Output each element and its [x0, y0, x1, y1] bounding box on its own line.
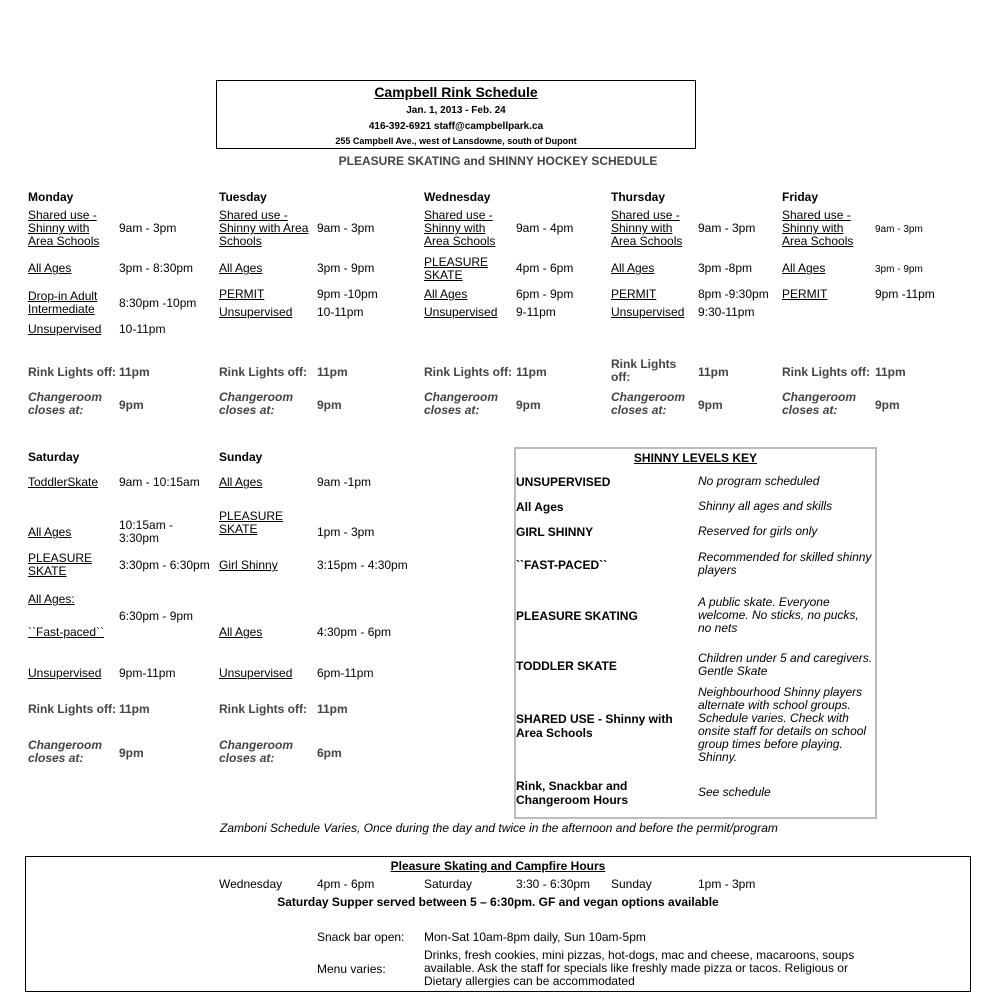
saturday-fast-time: 6:30pm - 9pm — [119, 609, 194, 623]
tuesday-unsupervised-time: 10-11pm — [317, 305, 364, 319]
saturday-pleasure-time: 3:30pm - 6:30pm — [119, 558, 210, 572]
day-heading-sunday: Sunday — [219, 450, 263, 464]
tuesday-lights-time: 11pm — [317, 365, 348, 379]
thursday-lights-label: Rink Lights off: — [611, 357, 677, 384]
friday-all-ages: All Ages — [782, 261, 826, 275]
sunday-lights-label: Rink Lights off: — [219, 702, 307, 716]
shinny-key-title: SHINNY LEVELS KEY — [633, 451, 758, 465]
hours-wednesday: Wednesday — [219, 877, 283, 891]
sunday-changeroom-label: Changeroom closes at: — [219, 738, 294, 765]
tuesday-changeroom-label: Changeroom closes at: — [219, 390, 294, 417]
friday-all-ages-time: 3pm - 9pm — [875, 264, 923, 275]
monday-dropin-time: 8:30pm -10pm — [119, 296, 197, 310]
saturday-toddler-time: 9am - 10:15am — [119, 475, 200, 489]
tuesday-all-ages: All Ages — [219, 261, 263, 275]
key-definition: Children under 5 and caregivers. Gentle Skate — [698, 651, 873, 678]
supper-note: Saturday Supper served between 5 – 6:30pm. GF and vegan options available — [277, 895, 719, 909]
schedule-dates: Jan. 1, 2013 - Feb. 24 — [406, 105, 506, 116]
key-term: ``FAST-PACED`` — [516, 558, 608, 572]
thursday-permit: PERMIT — [611, 287, 657, 301]
monday-dropin: Drop-in Adult Intermediate — [28, 289, 98, 316]
sunday-girl-shinny: Girl Shinny — [219, 558, 278, 572]
wednesday-pleasure-time: 4pm - 6pm — [516, 261, 574, 275]
snack-bar-hours: Mon-Sat 10am-8pm daily, Sun 10am-5pm — [424, 930, 646, 944]
key-term: GIRL SHINNY — [516, 525, 594, 539]
friday-changeroom-label: Changeroom closes at: — [782, 390, 857, 417]
thursday-unsupervised: Unsupervised — [611, 305, 685, 319]
tuesday-unsupervised: Unsupervised — [219, 305, 293, 319]
monday-changeroom-time: 9pm — [119, 398, 144, 412]
menu-label: Menu varies: — [317, 962, 386, 976]
tuesday-all-ages-time: 3pm - 9pm — [317, 261, 375, 275]
wednesday-all-ages-time: 6pm - 9pm — [516, 287, 574, 301]
friday-permit: PERMIT — [782, 287, 828, 301]
monday-unsupervised: Unsupervised — [28, 322, 102, 336]
thursday-changeroom-time: 9pm — [698, 398, 723, 412]
tuesday-permit-time: 9pm -10pm — [317, 287, 378, 301]
monday-all-ages-time: 3pm - 8:30pm — [119, 261, 194, 275]
sunday-all-ages-late-time: 4:30pm - 6pm — [317, 625, 392, 639]
contact-info: 416-392-6921 staff@campbellpark.ca — [368, 121, 544, 132]
friday-lights-label: Rink Lights off: — [782, 365, 870, 379]
wednesday-shared-time: 9am - 4pm — [516, 221, 574, 235]
hours-saturday: Saturday — [424, 877, 473, 891]
monday-all-ages: All Ages — [28, 261, 72, 275]
tuesday-lights-label: Rink Lights off: — [219, 365, 307, 379]
sunday-all-ages: All Ages — [219, 475, 263, 489]
hours-title: Pleasure Skating and Campfire Hours — [390, 859, 606, 873]
sunday-all-ages-time: 9am -1pm — [317, 475, 372, 489]
tuesday-shared-time: 9am - 3pm — [317, 221, 375, 235]
snack-bar-label: Snack bar open: — [317, 930, 405, 944]
day-heading-wednesday: Wednesday — [424, 190, 491, 204]
tuesday-changeroom-time: 9pm — [317, 398, 342, 412]
saturday-all-ages-time: 10:15am - 3:30pm — [119, 518, 174, 545]
address: 255 Campbell Ave., west of Lansdowne, south of Dupont — [335, 136, 577, 146]
thursday-permit-time: 8pm -9:30pm — [698, 287, 769, 301]
day-heading-thursday: Thursday — [611, 190, 666, 204]
key-term: All Ages — [516, 500, 564, 514]
monday-shared-time: 9am - 3pm — [119, 221, 177, 235]
saturday-lights-label: Rink Lights off: — [28, 702, 116, 716]
wednesday-pleasure-skate: PLEASURE SKATE — [424, 255, 489, 282]
thursday-changeroom-label: Changeroom closes at: — [611, 390, 686, 417]
key-term: PLEASURE SKATING — [516, 609, 638, 623]
key-definition: Recommended for skilled shinny players — [698, 550, 872, 577]
hours-saturday-time: 3:30 - 6:30pm — [516, 877, 591, 891]
schedule-subtitle: PLEASURE SKATING and SHINNY HOCKEY SCHEDULE — [338, 154, 658, 168]
key-definition: Shinny all ages and skills — [698, 499, 833, 513]
hours-sunday-time: 1pm - 3pm — [698, 877, 756, 891]
friday-permit-time: 9pm -11pm — [875, 287, 935, 301]
thursday-all-ages: All Ages — [611, 261, 655, 275]
monday-shared-use: Shared use - Shinny with Area Schools — [28, 208, 100, 248]
key-term: Rink, Snackbar and Changeroom Hours — [516, 779, 629, 807]
sunday-pleasure-skate: PLEASURE SKATE — [219, 509, 284, 536]
key-term: TODDLER SKATE — [516, 659, 617, 673]
thursday-shared-use: Shared use - Shinny with Area Schools — [611, 208, 683, 248]
sunday-lights-time: 11pm — [317, 702, 348, 716]
key-definition: No program scheduled — [698, 474, 820, 488]
wednesday-lights-label: Rink Lights off: — [424, 365, 512, 379]
key-definition: See schedule — [698, 785, 771, 799]
wednesday-changeroom-time: 9pm — [516, 398, 541, 412]
saturday-all-ages: All Ages — [28, 525, 72, 539]
sunday-girl-time: 3:15pm - 4:30pm — [317, 558, 408, 572]
saturday-unsupervised: Unsupervised — [28, 666, 102, 680]
hours-sunday: Sunday — [611, 877, 652, 891]
saturday-changeroom-label: Changeroom closes at: — [28, 738, 103, 765]
wednesday-all-ages: All Ages — [424, 287, 468, 301]
key-definition: Neighbourhood Shinny players alternate with school groups. Schedule varies. Check with onsite staff for details on school group times before playing. Shinny. — [698, 685, 867, 764]
thursday-all-ages-time: 3pm -8pm — [698, 261, 753, 275]
saturday-unsupervised-time: 9pm-11pm — [119, 666, 176, 680]
wednesday-unsupervised-time: 9-11pm — [516, 305, 556, 319]
saturday-toddler-skate: ToddlerSkate — [28, 475, 99, 489]
tuesday-permit: PERMIT — [219, 287, 265, 301]
friday-changeroom-time: 9pm — [875, 398, 900, 412]
monday-lights-label: Rink Lights off: — [28, 365, 116, 379]
day-heading-monday: Monday — [28, 190, 74, 204]
sunday-all-ages-late: All Ages — [219, 625, 263, 639]
sunday-unsupervised: Unsupervised — [219, 666, 293, 680]
page-title: Campbell Rink Schedule — [374, 84, 538, 100]
key-definition: Reserved for girls only — [698, 524, 818, 538]
day-heading-friday: Friday — [782, 190, 819, 204]
friday-shared-use: Shared use - Shinny with Area Schools — [782, 208, 854, 248]
key-definition: A public skate. Everyone welcome. No sticks, no pucks, no nets — [698, 595, 859, 635]
sunday-changeroom-time: 6pm — [317, 746, 342, 760]
monday-unsupervised-time: 10-11pm — [119, 322, 166, 336]
zamboni-note: Zamboni Schedule Varies, Once during the day and twice in the afternoon and before the permit/program — [220, 821, 778, 835]
day-heading-saturday: Saturday — [28, 450, 80, 464]
tuesday-shared-use: Shared use - Shinny with Area Schools — [219, 208, 309, 248]
wednesday-shared-use: Shared use - Shinny with Area Schools — [424, 208, 496, 248]
key-term: SHARED USE - Shinny with Area Schools — [516, 712, 673, 740]
hours-wednesday-time: 4pm - 6pm — [317, 877, 375, 891]
saturday-all-ages-fast: All Ages: — [28, 592, 75, 606]
friday-shared-time: 9am - 3pm — [875, 224, 923, 235]
thursday-shared-time: 9am - 3pm — [698, 221, 756, 235]
key-term: UNSUPERVISED — [516, 475, 611, 489]
thursday-unsupervised-time: 9:30-11pm — [698, 305, 755, 319]
monday-lights-time: 11pm — [119, 365, 150, 379]
sunday-pleasure-time: 1pm - 3pm — [317, 525, 375, 539]
wednesday-unsupervised: Unsupervised — [424, 305, 498, 319]
thursday-lights-time: 11pm — [698, 365, 729, 379]
menu-description: Drinks, fresh cookies, mini pizzas, hot-dogs, mac and cheese, macaroons, soups available. Ask the staff for specials like freshly made pizza or tacos. Religious or Dietary allergies can be accommodated — [424, 948, 855, 988]
sunday-unsupervised-time: 6pm-11pm — [317, 666, 374, 680]
saturday-lights-time: 11pm — [119, 702, 150, 716]
wednesday-lights-time: 11pm — [516, 365, 547, 379]
day-heading-tuesday: Tuesday — [219, 190, 267, 204]
saturday-fast-paced: ``Fast-paced`` — [28, 625, 105, 639]
saturday-pleasure-skate: PLEASURE SKATE — [28, 551, 93, 578]
wednesday-changeroom-label: Changeroom closes at: — [424, 390, 499, 417]
friday-lights-time: 11pm — [875, 365, 906, 379]
monday-changeroom-label: Changeroom closes at: — [28, 390, 103, 417]
saturday-changeroom-time: 9pm — [119, 746, 144, 760]
